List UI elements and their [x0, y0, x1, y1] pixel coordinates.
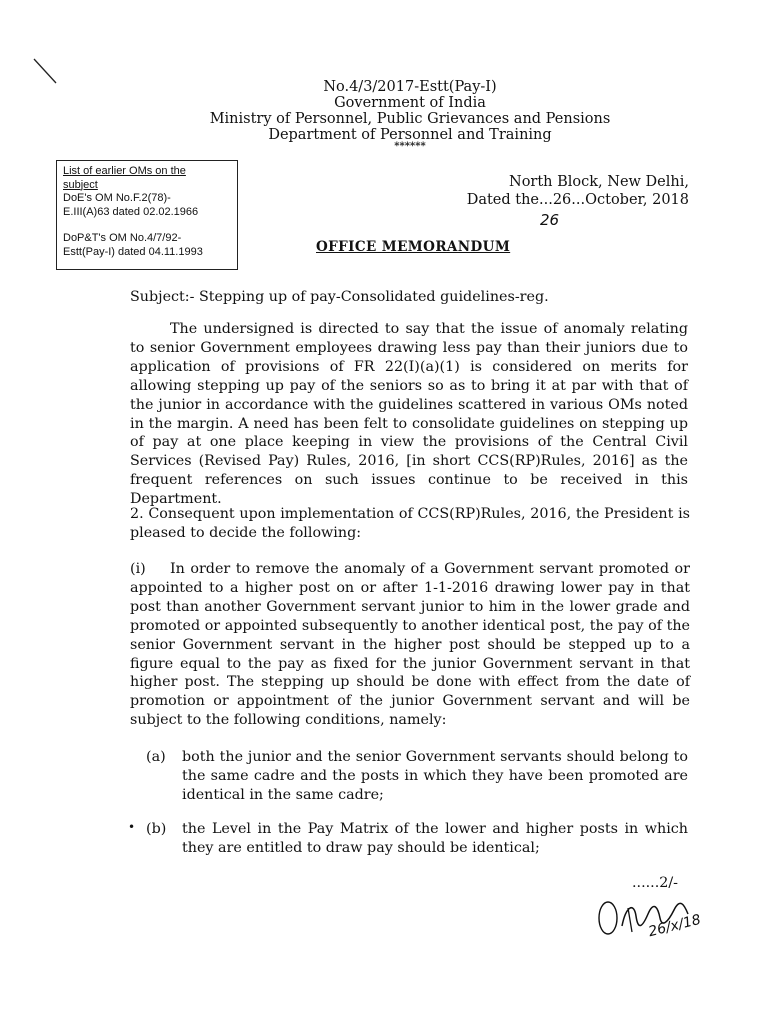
item-i-label: (i)	[130, 561, 146, 577]
paragraph-1: The undersigned is directed to say that the issue of anomaly relating to senior Government employees drawing less pay than their juniors due to application of provisions of FR 22(I)(a)(1) is considered on merits for allowing stepping up pay of the seniors so as to bring it at par with that of the junior in accordance with the guidelines scattered in various OMs noted in the margin. A need has been felt to consolidate guidelines on stepping up of pay at one place keeping in view the provisions of the Central Civil Services (Revised Pay) Rules, 2016, [in short CCS(RP)Rules, 2016] as the frequent references on such issues continue to be received in this Department.	[130, 321, 688, 508]
margin-note-title-cont: subject	[63, 178, 98, 191]
item-b-text: the Level in the Pay Matrix of the lower and higher posts in which they are entitled to draw pay should be identical;	[182, 821, 688, 856]
handwritten-date: 26	[540, 211, 560, 229]
margin-ref-2: DoP&T's OM No.4/7/92-	[63, 232, 182, 244]
file-number: No.4/3/2017-Estt(Pay-I)	[323, 79, 497, 95]
earlier-oms-box	[56, 160, 238, 270]
place-line: North Block, New Delhi,	[509, 174, 689, 190]
margin-note-title: List of earlier OMs on the	[63, 165, 186, 177]
department-line: Department of Personnel and Training	[268, 127, 552, 143]
government-line: Government of India	[334, 95, 486, 111]
subject-line: Subject:- Stepping up of pay-Consolidated guidelines-reg.	[130, 289, 549, 305]
office-memorandum-title: OFFICE MEMORANDUM	[316, 239, 511, 255]
stars-divider: ******	[394, 141, 426, 152]
margin-ref-2-cont: Estt(Pay-I) dated 04.11.1993	[63, 245, 203, 258]
date-line: Dated the...26...October, 2018	[466, 192, 689, 208]
bullet-dot: •	[128, 820, 136, 834]
item-a-label: (a)	[146, 749, 166, 765]
item-a-text: both the junior and the senior Government servants should belong to the same cadre and the posts in which they have been promoted are identical in the same cadre;	[182, 749, 688, 803]
continued-marker: ......2/-	[632, 875, 679, 891]
ministry-line: Ministry of Personnel, Public Grievances and Pensions	[209, 111, 611, 127]
item-b-label: (b)	[146, 821, 167, 837]
margin-ref-1: DoE's OM No.F.2(78)-	[63, 192, 171, 204]
paragraph-2: 2. Consequent upon implementation of CCS(RP)Rules, 2016, the President is pleased to decide the following:	[130, 506, 690, 541]
item-i-text: In order to remove the anomaly of a Government servant promoted or appointed to a higher post on or after 1-1-2016 drawing lower pay in that post than another Government servant junior to him in the lower grade and promoted or appointed subsequently to another identical post, the pay of the senior Government servant in the higher post should be stepped up to a figure equal to the pay as fixed for the junior Government servant in that higher post. The stepping up should be done with effect from the date of promotion or appointment of the junior Government servant and will be subject to the following conditions, namely:	[130, 561, 690, 729]
margin-ref-1-cont: E.III(A)63 dated 02.02.1966	[63, 205, 199, 218]
signature-date: 26/x/18	[646, 911, 703, 941]
signature-icon	[592, 888, 722, 948]
